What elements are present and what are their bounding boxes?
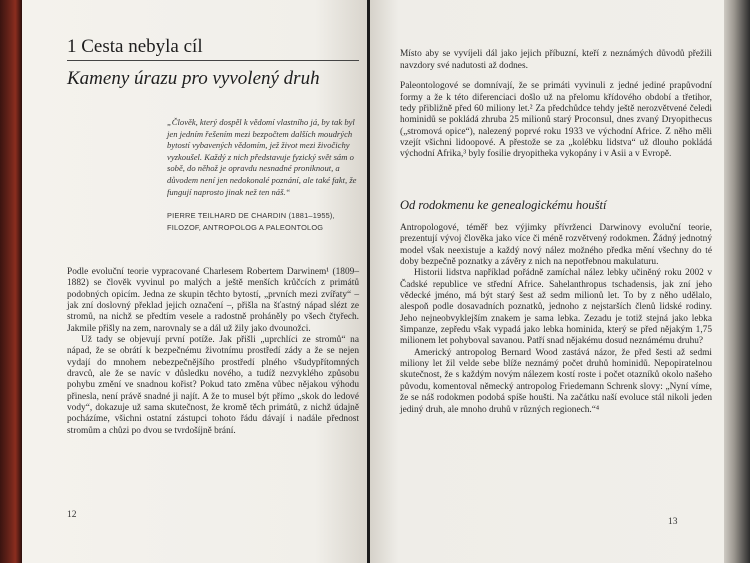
chapter-subtitle: Kameny úrazu pro vyvolený druh — [67, 68, 320, 89]
right-body-text-top — [400, 40, 712, 170]
page-number-left: 12 — [67, 510, 77, 520]
epigraph-attribution: PIERRE TEILHARD DE CHARDIN (1881–1955), FILOZOF, ANTROPOLOG A PALEONTOLOG — [167, 211, 335, 232]
book-edge-left — [0, 0, 22, 563]
book-edge-right — [724, 0, 750, 563]
chapter-title: 1 Cesta nebyla cíl — [67, 36, 203, 57]
paragraph: Paleontologové se domnívají, že se primáti vyvinuli z jedné jediné prapůvodní formy a že k této diferenciaci došlo už na přelomu křídového období a třetihor, tedy přibližně před 60 miliony let.² Za předchůdce tehdy ještě nerozvětvené čeledi hominidů se pokládá zhruba 25 milionů starý Proconsul, dnes zvaný Dryopithecus („stromová opice“), nalezený poprvé roku 1933 ve východní Africe. Z něho měli vzejít všichni lidoopové. A přestože se za „kolébku lidstva“ už dlouho pokládá východní Afrika,³ byly fosilie dryopitheka vykopány i v Asii a v Evropě. — [400, 81, 712, 160]
paragraph: Americký antropolog Bernard Wood zastává názor, že před šesti až sedmi miliony let žil velde sebe blíže neznámý počet druhů hominidů. Nepopiratelnou skutečnost, že s každým novým nálezem kostí roste i počet otazníků okolo našeho původu, komentoval německý antropolog Friedemann Schrenk slovy: „Nyní víme, že se náš rodokmen podobá spíše houšti. Na začátku naší evoluce stál nikoli jeden jediný druh, ale mnoho druhů v různých regionech.“⁴ — [400, 347, 712, 415]
paragraph: Antropologové, téměř bez výjimky přívrženci Darwinovy evoluční teorie, prezentují vývoj člověka jako více či méně rozvětvený rodokmen. Žádný jednotný model však neexistuje a každý nový nález možného předka mění všechny do té doby bezpečně poznatky a závěry z nich na nepotřebnou makulaturu. — [400, 223, 712, 268]
paragraph: Už tady se objevují první potíže. Jak přišli „uprchlíci ze stromů“ na nápad, že se obrátí k bezpečnému životnímu prostředí zády a že se nejen vydají do mnohem nebezpečnějšího prostředí plného všudypřítomných dravců, ale že se navíc v důsledku nového, a tudíž nezvyklého způsobu pohybu změní ve snadnou kořist? Pokud tato změna vůbec nějakou výhodu přinesla, není právě snadné ji najít. A že to musel být přímo „skok do ledové vody“, dokazuje už sama skutečnost, že kromě těch primátů, z nichž údajně pocházíme, všichni ostatní zástupci tohoto řádu dávají i nadále přednost stromům a chůzi po dvou se tvrdošíjně brání. — [67, 335, 359, 436]
epigraph-quote: „Člověk, který dospěl k vědomí vlastního já, by tak byl jen jedním řešením mezi bezpočtem dalších moudrých bytostí vybavených vědomím, jež život mezi živočichy vyzkoušel. Každý z nich představuje fyzický svět sám o sobě, do něhož je opravdu nesnadné proniknout, a důvodem není jen nedokonalé poznání, ale také fakt, že fungují naprosto jinak než ten náš.“ — [167, 117, 357, 197]
right-body-text — [400, 223, 712, 416]
page-number-right: 13 — [668, 517, 678, 527]
paragraph: Podle evoluční teorie vypracované Charlesem Robertem Darwinem¹ (1809–1882) se člověk vyvinul po malých a ještě menších krůčcích z primátů podobných opicím. Jedna ze skupin těchto bytostí, „prvních mezi zvířaty“ – jak zní doslovný překlad jejich označení –, přišla na šťastný nápad slézt ze stromů, na nichž se předtím vesele a radostně proháněly po všech čtyřech. Jakmile přišly na zem, narovnaly se a dál už žily jako dvounožci. — [67, 267, 359, 334]
section-heading: Od rodokmenu ke genealogickému houští — [400, 198, 607, 212]
left-page — [22, 0, 367, 563]
right-page — [370, 0, 724, 563]
paragraph: Historii lidstva například pořádně zamíchal nález lebky učiněný roku 2002 v Čadské republice ve střední Africe. Sahelanthropus tschadensis, jak zní jeho vědecké jméno, má být starý šest až sedm milionů let. To by z něho udělalo, alespoň podle dosavadních poznatků, jednoho z nejstarších členů lidské rodiny. Jeho nejneobvyklejším znakem je sama lebka. Zezadu je totiž stejná jako lebka šimpanze, zepředu však vypadá jako lebka hominida, který se před nějakým 1,75 milionem let pohyboval savanou. Patří snad nějakému dosud neznámému druhu? — [400, 268, 712, 347]
left-body-text — [67, 267, 359, 437]
chapter-rule — [67, 60, 359, 61]
paragraph: Místo aby se vyvíjeli dál jako jejich příbuzní, kteří z neznámých důvodů přežili navzdory své nadutosti až dodnes. — [400, 49, 712, 71]
